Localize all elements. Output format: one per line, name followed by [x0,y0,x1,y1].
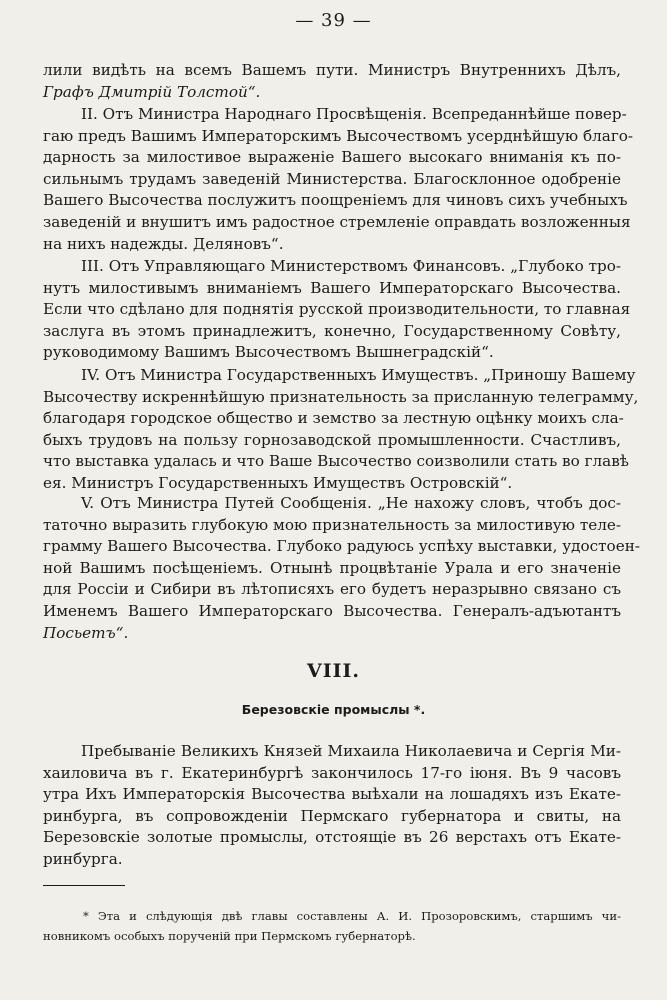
paragraph-berezovsk-trip [43,741,621,871]
text-line: для Россіи и Сибири въ лѣтописяхъ его будетъ неразрывно связано съ [43,580,621,599]
text-line: V. Отъ Министра Путей Сообщенія. „Не нахожу словъ, чтобъ дос- [81,494,621,512]
text-line: хаиловича въ г. Екатеринбургѣ закончилось 17-го іюня. Въ 9 часовъ [43,763,621,782]
footnote-line: новникомъ особыхъ порученій при Пермскомъ губернаторѣ. [43,929,416,943]
text-line: нутъ милостивымъ вниманіемъ Вашего Императорскаго Высочества. [43,278,621,297]
footnote-line: * Эта и слѣдующія двѣ главы составлены А. И. Прозоровскимъ, старшимъ чи- [83,909,621,923]
text-line: ной Вашимъ посѣщеніемъ. Отнынѣ процвѣтаніе Урала и его значеніе [43,558,621,577]
text-line: лили видѣть на всемъ Вашемъ пути. Министръ Внутреннихъ Дѣлъ, [43,61,621,79]
text-line: ея. Министръ Государственныхъ Имуществъ Островскій“. [43,473,513,492]
text-line: Вашего Высочества послужитъ поощреніемъ для чиновъ сихъ учебныхъ [43,191,628,210]
text-line: быхъ трудовъ на пользу горнозаводской промышленности. Счастливъ, [43,430,621,449]
text-line: ринбурга, въ сопровожденіи Пермскаго губернатора и свиты, на [43,806,621,825]
text-line: руководимому Вашимъ Высочествомъ Вышнеградскій“. [43,343,494,362]
text-line: II. Отъ Министра Народнаго Просвѣщенія. Всепреданнѣйше повер- [81,105,627,123]
text-line: III. Отъ Управляющаго Министерствомъ Финансовъ. „Глубоко тро- [81,257,621,275]
text-line: Если что сдѣлано для поднятія русской производительности, то главная [43,300,631,319]
paragraph-finance-ministry [43,256,631,364]
signature-line: Посьетъ“. [43,623,129,642]
text-line: заведеній и внушитъ имъ радостное стремленіе оправдать возложенныя [43,212,631,231]
text-line: ринбурга. [43,849,123,868]
text-line: Березовскіе золотые промыслы, отстоящіе въ 26 верстахъ отъ Екате- [43,828,621,847]
paragraph-state-property-minister [43,365,639,495]
text-line: дарность за милостивое выраженіе Вашего высокаго вниманія къ по- [43,148,621,167]
text-line: благодаря городское общество и земство за лестную оцѣнку моихъ сла- [43,409,624,428]
text-line: на нихъ надежды. Деляновъ“. [43,234,284,253]
text-line: IV. Отъ Министра Государственныхъ Имуществъ. „Приношу Вашему [81,366,636,384]
text-line: сильнымъ трудамъ заведеній Министерства. Благосклонное одобреніе [43,169,621,188]
paragraph-education-minister [43,104,634,255]
text-line: гаю предъ Вашимъ Императорскимъ Высочествомъ усерднѣйшую благо- [43,126,634,145]
text-line: Именемъ Вашего Императорскаго Высочества. Генералъ-адъютантъ [43,601,621,620]
text-line: Пребываніе Великихъ Князей Михаила Николаевича и Сергія Ми- [81,742,621,760]
footnote [43,906,621,946]
section-title: Березовскіе промыслы *. [241,702,426,717]
text-line: заслуга въ этомъ принадлежитъ, конечно, Государственному Совѣту, [43,321,621,340]
text-line: что выставка удалась и что Ваше Высочество соизволили стать во главѣ [43,452,629,471]
page-number: — 39 — [295,10,372,31]
footnote-divider [43,885,125,886]
text-line: утра Ихъ Императорскія Высочества выѣхали на лошадяхъ изъ Екате- [43,785,621,804]
signature-line: Графъ Дмитрій Толстой“. [43,82,261,101]
text-line: грамму Вашего Высочества. Глубоко радуюсь успѣху выставки, удостоен- [43,537,640,556]
paragraph-interior-minister-end [43,60,621,103]
paragraph-transport-minister [43,493,640,644]
text-line: Высочеству искреннѣйшую признательность за присланную телеграмму, [43,387,639,406]
section-number: VIII. [306,660,361,682]
text-line: таточно выразить глубокую мою признательность за милостивую теле- [43,515,621,534]
